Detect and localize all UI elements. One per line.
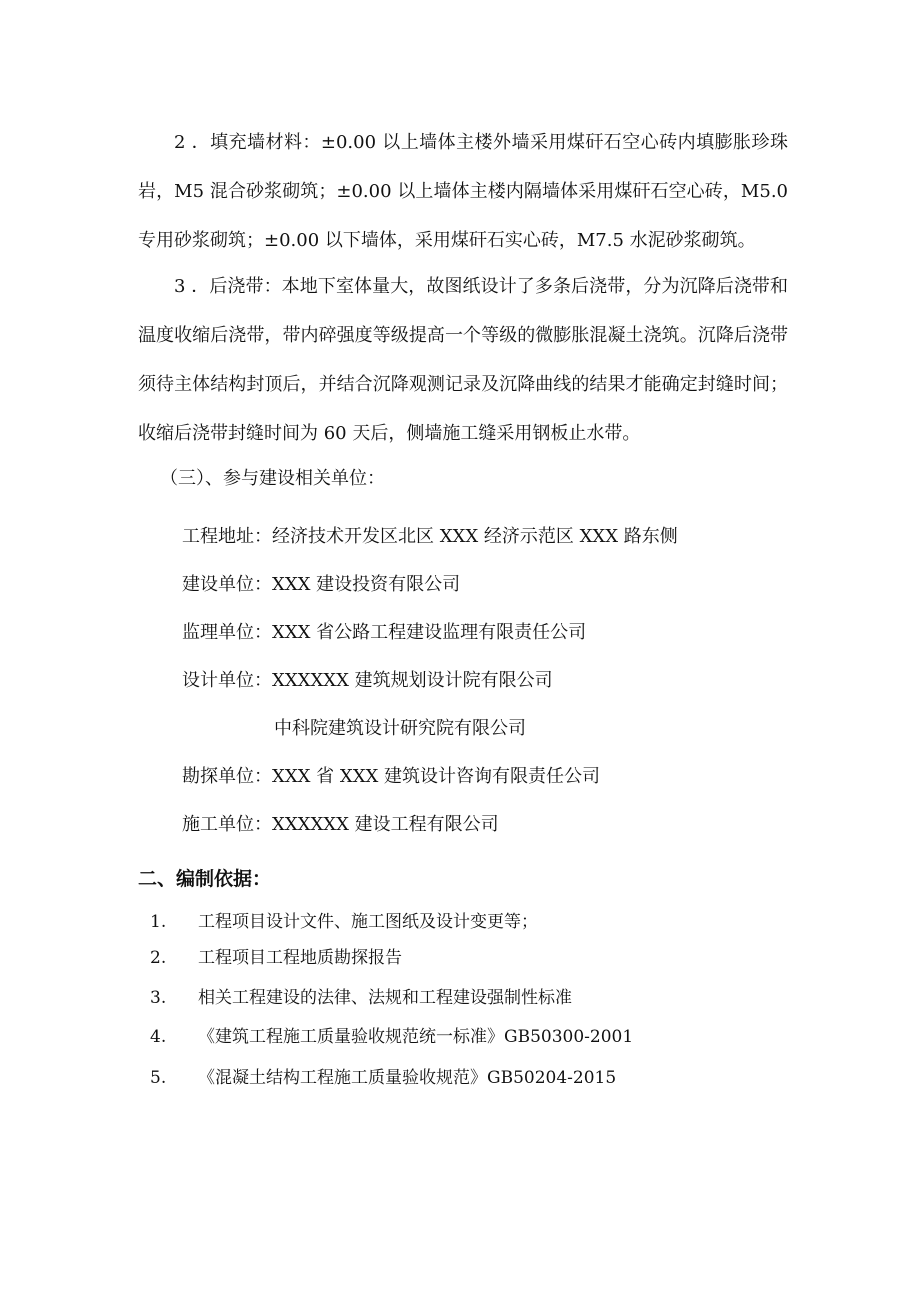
basis-list-text: 《建筑工程施工质量验收规范统一标准》GB50300-2001 (198, 1027, 634, 1047)
basis-list-text: 《混凝土结构工程施工质量验收规范》GB50204-2015 (198, 1068, 617, 1088)
basis-list-text: 相关工程建设的法律、法规和工程建设强制性标准 (198, 988, 572, 1008)
basis-list-item (150, 1066, 616, 1090)
basis-list-text: 工程项目设计文件、施工图纸及设计变更等； (198, 912, 538, 932)
supervision-unit-line: 监理单位：XXX 省公路工程建设监理有限责任公司 (182, 622, 587, 643)
basis-list-item (150, 910, 538, 934)
basis-list-number: 5. (150, 1068, 167, 1088)
parties-heading: （三）、参与建设相关单位： (160, 468, 385, 489)
paragraph-infill-wall-materials: 2 ．填充墙材料：±0.00 以上墙体主楼外墙采用煤矸石空心砖内填膨胀珍珠岩，M5 混合砂浆砌筑；±0.00 以上墙体主楼内隔墙体采用煤矸石空心砖，M5.0 专用砂浆砌筑；±0.00 以下墙体，采用煤矸石实心砖，M7.5 水泥砂浆砌筑。 (138, 132, 788, 251)
basis-list-item (150, 986, 572, 1010)
basis-list-number: 3. (150, 988, 167, 1008)
basis-list-number: 4. (150, 1027, 167, 1047)
construction-owner-line: 建设单位：XXX 建设投资有限公司 (182, 574, 461, 595)
project-address-line: 工程地址：经济技术开发区北区 XXX 经济示范区 XXX 路东侧 (182, 526, 678, 547)
basis-list-item (150, 1025, 633, 1049)
basis-list-text: 工程项目工程地质勘探报告 (198, 948, 402, 968)
basis-list-number: 1. (150, 912, 167, 932)
contractor-unit-line: 施工单位：XXXXXX 建设工程有限公司 (182, 814, 499, 835)
design-unit-line: 设计单位：XXXXXX 建筑规划设计院有限公司 (182, 670, 553, 691)
compilation-basis-heading: 二、编制依据： (138, 868, 272, 890)
design-unit-line-2: 中科院建筑设计研究院有限公司 (274, 718, 526, 739)
basis-list-number: 2. (150, 948, 167, 968)
paragraph-post-cast-strip: 3 ．后浇带：本地下室体量大，故图纸设计了多条后浇带，分为沉降后浇带和温度收缩后浇带，带内碎强度等级提高一个等级的微膨胀混凝土浇筑。沉降后浇带须待主体结构封顶后，并结合沉降观测记录及沉降曲线的结果才能确定封缝时间；收缩后浇带封缝时间为 60 天后，侧墙施工缝采用钢板止水带。 (138, 276, 788, 444)
survey-unit-line: 勘探单位：XXX 省 XXX 建筑设计咨询有限责任公司 (182, 766, 601, 787)
basis-list-item (150, 946, 402, 970)
